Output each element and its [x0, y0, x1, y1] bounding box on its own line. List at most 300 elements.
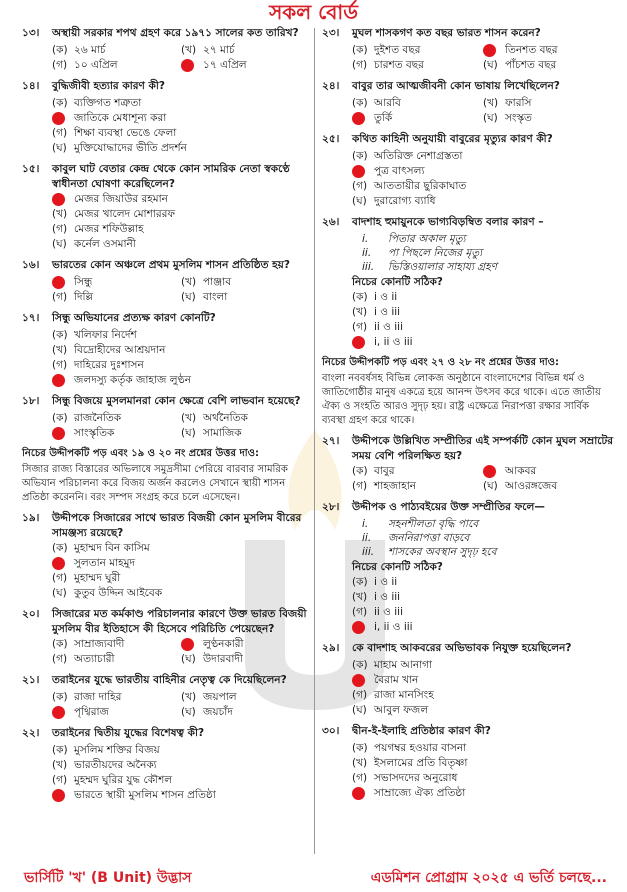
option-item[interactable]	[52, 773, 310, 788]
statement-text: জননিরাপত্তা বাড়বে	[388, 532, 470, 544]
option-key: (গ)	[352, 606, 368, 618]
option-item[interactable]	[52, 328, 310, 343]
option-item[interactable]	[483, 43, 614, 58]
question-number: ২৮।	[322, 501, 340, 513]
answer-mark-icon	[52, 374, 65, 387]
option-item[interactable]	[52, 556, 310, 571]
option-key: (ঘ)	[483, 59, 498, 71]
option-key: (ঘ)	[352, 195, 367, 207]
option-label: কর্নেল ওসমানী	[74, 238, 136, 250]
answer-mark-icon	[352, 112, 365, 125]
option-label: জয়চাঁদ	[203, 706, 233, 718]
question	[22, 673, 310, 720]
option-item[interactable]	[52, 411, 181, 426]
option-item[interactable]	[52, 192, 310, 207]
option-item[interactable]	[181, 652, 310, 667]
option-key: (গ)	[352, 772, 368, 784]
option-label: ফারসি	[505, 97, 532, 109]
question-stem	[22, 258, 310, 275]
question	[322, 26, 614, 73]
footer-brand: ভার্সিটি 'খ' (B Unit) উদ্ভাস	[24, 870, 192, 886]
option-item[interactable]	[52, 705, 181, 720]
question	[322, 132, 614, 209]
option-label: ২৭ মার্চ	[203, 44, 235, 56]
option-label: ১৭ এপ্রিল	[203, 59, 247, 71]
option-label: তিনশত বছর	[505, 44, 558, 56]
option-key: (গ)	[52, 223, 68, 235]
left-column	[22, 26, 310, 809]
option-key: (গ)	[52, 291, 68, 303]
option-key: (খ)	[52, 344, 68, 356]
option-label: শিক্ষা ব্যবস্থা ভেঙে ফেলা	[74, 127, 177, 139]
option-key: (খ)	[181, 44, 197, 56]
option-item[interactable]	[52, 571, 310, 586]
option-label: ভারতীয়দের অনৈক্য	[74, 759, 157, 771]
option-item[interactable]	[181, 58, 310, 73]
question-text: উদ্দীপকে উল্লিখিত সম্প্রীতির এই সম্পর্কটি কোন মুঘল সম্রাটের সময় বেশি পরিলক্ষিত হয়?	[352, 435, 614, 462]
question	[22, 311, 310, 388]
answer-mark-icon	[352, 787, 365, 800]
option-item[interactable]	[52, 637, 181, 652]
option-key: (গ)	[52, 127, 68, 139]
answer-mark-icon	[483, 44, 496, 57]
question-number: ২৩।	[322, 27, 340, 39]
question	[322, 215, 614, 350]
option-list	[22, 637, 310, 667]
question-text: বাদশাহ হুমায়ুনকে ভাগ্যবিড়ম্বিত বলার কারণ –	[352, 216, 544, 228]
question	[22, 607, 310, 667]
question	[22, 162, 310, 252]
option-list	[322, 464, 614, 494]
option-label: বৈরাম খান	[374, 674, 419, 686]
question-stem	[322, 724, 614, 741]
option-list	[22, 96, 310, 156]
option-key: (ক)	[52, 97, 68, 109]
option-item[interactable]	[52, 343, 310, 358]
option-label: লুণ্ঠনকারী	[203, 638, 244, 650]
option-item[interactable]	[52, 586, 310, 601]
option-key: (ঘ)	[181, 653, 196, 665]
option-item[interactable]	[352, 605, 614, 620]
answer-mark-icon	[352, 165, 365, 178]
option-item[interactable]	[352, 194, 614, 209]
option-item[interactable]	[52, 207, 310, 222]
stimulus-passage	[322, 356, 614, 428]
statement-text: সহনশীলতা বৃদ্ধি পাবে	[388, 518, 479, 530]
option-item[interactable]	[181, 290, 310, 305]
option-item[interactable]	[52, 373, 310, 388]
option-key: (গ)	[52, 774, 68, 786]
question-stem	[22, 726, 310, 743]
option-label: দুরারোগ্য ব্যাধি	[374, 195, 436, 207]
option-item[interactable]	[352, 305, 614, 320]
option-item[interactable]	[52, 426, 181, 441]
question	[22, 726, 310, 803]
option-label: অত্যাচারী	[74, 653, 115, 665]
page-title: সকল বোর্ড	[269, 0, 358, 24]
option-list	[322, 96, 614, 126]
option-item[interactable]	[352, 786, 614, 801]
option-item[interactable]	[352, 111, 483, 126]
option-item[interactable]	[52, 237, 310, 252]
option-item[interactable]	[52, 111, 310, 126]
option-item[interactable]	[483, 464, 614, 479]
option-label: পয়গম্বর হওয়ার বাসনা	[374, 742, 467, 754]
question-stem	[22, 394, 310, 411]
option-key: (গ)	[52, 653, 68, 665]
question-number: ১৯।	[22, 512, 40, 524]
option-item[interactable]	[483, 111, 614, 126]
option-list	[22, 328, 310, 388]
question-stem	[322, 26, 614, 43]
option-key: (ক)	[52, 638, 68, 650]
option-item[interactable]	[352, 164, 614, 179]
passage-body: বাংলা নববর্ষসহ বিভিন্ন লোকজ অনুষ্ঠানে বাংলাদেশের বিভিন্ন ধর্ম ও জাতিগোষ্ঠীর মানুষ একত্রে হয়ে আনন্দ উৎসব করে থাকে। এতে জাতীয় ঐক্য ও সংহতি আরও সুদৃঢ় হয়। রাষ্ট্র এক্ষেত্রে নিরাপত্তা রক্ষার সার্বিক ব্যবস্থা গ্রহণ করে থাকে।	[322, 373, 601, 426]
option-label: মুহাম্মদ ঘুরী	[74, 572, 121, 584]
option-key: (খ)	[52, 759, 68, 771]
option-item[interactable]	[352, 741, 614, 756]
option-label: i, ii ও iii	[374, 621, 413, 633]
option-label: পৃথ্বিরাজ	[74, 706, 109, 718]
option-label: দিল্লি	[74, 291, 93, 303]
option-key: (গ)	[352, 321, 368, 333]
question-text: উদ্দীপকে সিজারের সাথে ভারত বিজয়ী কোন মুসলিম বীরের সামঞ্জস্য রয়েছে?	[52, 512, 302, 539]
statement-number: iii.	[362, 546, 375, 558]
statement-number: i.	[362, 233, 369, 245]
question-text: কাবুল ঘাট বেতার কেন্দ্র থেকে কোন সামরিক নেতা স্বকণ্ঠে স্বাধীনতা ঘোষণা করেছিলেন?	[52, 163, 290, 190]
question-text: কে বাদশাহ আকবরের অভিভাবক নিযুক্ত হয়েছিলেন?	[352, 642, 572, 654]
question-number: ১৩।	[22, 27, 40, 39]
option-label: তুর্কি	[374, 112, 393, 124]
option-item[interactable]	[352, 320, 614, 335]
question-stem	[322, 434, 614, 464]
answer-mark-icon	[52, 193, 65, 206]
stimulus-passage	[22, 447, 310, 505]
option-key: (ক)	[352, 659, 368, 671]
option-label: অর্থনৈতিক	[203, 412, 248, 424]
question-stem	[322, 79, 614, 96]
option-item[interactable]	[52, 743, 310, 758]
option-key: (খ)	[181, 412, 197, 424]
question-number: ১৮।	[22, 395, 40, 407]
option-label: জলদস্যু কর্তৃক জাহাজ লুণ্ঠন	[74, 374, 192, 386]
question-number: ২২।	[22, 727, 40, 739]
option-item[interactable]	[52, 43, 181, 58]
option-label: সুলতান মাহমুদ	[74, 557, 136, 569]
option-key: (গ)	[352, 59, 368, 71]
statement-text: শাসকের অবস্থান সুদৃঢ় হবে	[388, 546, 497, 558]
option-label: ইসলামের প্রতি বিতৃষ্ণা	[374, 757, 468, 769]
question-text: সিন্ধু অভিযানের প্রত্যক্ষ কারণ কোনটি?	[52, 312, 216, 324]
option-label: ২৬ মার্চ	[74, 44, 106, 56]
option-item[interactable]	[352, 335, 614, 350]
option-item[interactable]	[352, 673, 614, 688]
option-label: ১০ এপ্রিল	[74, 59, 118, 71]
question-number: ১৪।	[22, 80, 40, 92]
answer-mark-icon	[483, 465, 496, 478]
option-item[interactable]	[352, 479, 483, 494]
statement-item	[362, 517, 614, 531]
passage-body: সিজার রাজ্য বিস্তারের অভিলাষে সমুদ্রসীমা পেরিয়ে বারবার সামরিক অভিযান পরিচালনা করে বিজয় অর্জন করলেও সেখানে স্থায়ী শাসন প্রতিষ্ঠা করেননি। বরং সম্পদ সংগ্রহ করে চলে এসেছেন।	[22, 464, 288, 503]
question-number: ১৫।	[22, 163, 40, 175]
option-item[interactable]	[52, 690, 181, 705]
question-text: তরাইনের যুদ্ধে ভারতীয় বাহিনীর নেতৃত্ব কে দিয়েছিলেন?	[52, 674, 287, 686]
option-key: (ঘ)	[181, 427, 196, 439]
option-label: পাঁচশত বছর	[505, 59, 557, 71]
question	[22, 394, 310, 441]
option-item[interactable]	[483, 58, 614, 73]
option-item[interactable]	[181, 426, 310, 441]
option-key: (খ)	[483, 97, 499, 109]
question-stem	[22, 607, 310, 637]
question-stem	[22, 26, 310, 43]
question-stem	[22, 79, 310, 96]
question-stem	[322, 500, 614, 517]
option-item[interactable]	[181, 690, 310, 705]
option-key: (খ)	[52, 208, 68, 220]
option-label: অতিরিক্ত নেশাগ্রস্ততা	[374, 150, 463, 162]
option-label: i, ii ও iii	[374, 336, 413, 348]
option-item[interactable]	[52, 652, 181, 667]
option-label: সাংস্কৃতিক	[74, 427, 115, 439]
option-key: (ঘ)	[52, 587, 67, 599]
option-label: মুক্তিযোদ্ধাদের ভীতি প্রদর্শন	[74, 142, 187, 154]
option-item[interactable]	[181, 275, 310, 290]
question-number: ১৬।	[22, 259, 40, 271]
option-item[interactable]	[352, 290, 614, 305]
question-text: বুদ্ধিজীবী হত্যার কারণ কী?	[52, 80, 165, 92]
option-key: (ক)	[52, 412, 68, 424]
question	[22, 79, 310, 156]
sub-question: নিচের কোনটি সঠিক?	[352, 561, 443, 573]
question-text: অস্থায়ী সরকার শপথ গ্রহণ করে ১৯৭১ সালের কত তারিখ?	[52, 27, 299, 39]
option-item[interactable]	[52, 758, 310, 773]
option-label: মেজর শফিউল্লাহ	[74, 223, 144, 235]
option-label: বিদ্রোহীদের আশ্রয়দান	[74, 344, 166, 356]
option-item[interactable]	[52, 96, 310, 111]
option-label: বাংলা	[203, 291, 228, 303]
option-item[interactable]	[52, 58, 181, 73]
option-item[interactable]	[52, 275, 181, 290]
option-item[interactable]	[181, 43, 310, 58]
option-key: (গ)	[52, 359, 68, 371]
question-number: ২৪।	[322, 80, 340, 92]
question-stem	[322, 641, 614, 658]
question-stem	[22, 311, 310, 328]
footer-promo: এডমিশন প্রোগ্রাম ২০২৫ এ ভর্তি চলছে...	[370, 870, 607, 886]
option-key: (গ)	[52, 59, 68, 71]
option-label: রাজা মানসিংহ	[374, 689, 434, 701]
option-item[interactable]	[352, 58, 483, 73]
question-text: ভারতের কোন অঞ্চলে প্রথম মুসলিম শাসন প্রতিষ্ঠিত হয়?	[52, 259, 290, 271]
option-label: সাম্রাজ্যবাদী	[74, 638, 125, 650]
option-item[interactable]	[52, 290, 181, 305]
option-item[interactable]	[181, 705, 310, 720]
option-item[interactable]	[352, 179, 614, 194]
option-label: ব্যক্তিগত শত্রুতা	[74, 97, 142, 109]
question	[322, 79, 614, 126]
page-footer	[0, 862, 627, 890]
option-label: আততায়ীর ছুরিকাঘাত	[374, 180, 467, 192]
option-item[interactable]	[352, 149, 614, 164]
question	[322, 434, 614, 494]
question-text: দ্বীন-ই-ইলাহি প্রতিষ্ঠার কারণ কী?	[352, 725, 491, 737]
option-item[interactable]	[52, 141, 310, 156]
statement-number: i.	[362, 518, 369, 530]
option-label: পাঞ্জাব	[203, 276, 232, 288]
option-item[interactable]	[352, 96, 483, 111]
question-number: ২০।	[22, 608, 40, 620]
option-key: (ঘ)	[52, 142, 67, 154]
option-item[interactable]	[352, 590, 614, 605]
answer-mark-icon	[352, 621, 365, 634]
option-item[interactable]	[352, 703, 614, 718]
option-list	[22, 275, 310, 305]
option-item[interactable]	[52, 788, 310, 803]
option-item[interactable]	[181, 411, 310, 426]
option-label: জাতিকে মেধাশূন্য করা	[74, 112, 167, 124]
answer-mark-icon	[52, 557, 65, 570]
statement-text: ভিস্তিওয়ালার সাহায্য গ্রহণ	[388, 261, 498, 273]
option-item[interactable]	[483, 96, 614, 111]
answer-mark-icon	[352, 336, 365, 349]
option-item[interactable]	[352, 43, 483, 58]
option-label: i ও ii	[374, 291, 398, 303]
option-list	[322, 43, 614, 73]
question-number: ৩০।	[322, 725, 340, 737]
option-label: কুতুব উদ্দিন আইবেক	[74, 587, 163, 599]
option-label: সিন্ধু	[74, 276, 93, 288]
option-label: আকবর	[505, 465, 537, 477]
option-list	[22, 411, 310, 441]
option-key: (ক)	[52, 44, 68, 56]
question-stem	[22, 673, 310, 690]
option-key: (ক)	[352, 576, 368, 588]
question-number: ২৫।	[322, 133, 340, 145]
question	[322, 500, 614, 635]
option-item[interactable]	[52, 541, 310, 556]
option-item[interactable]	[352, 756, 614, 771]
option-list	[22, 192, 310, 252]
option-item[interactable]	[352, 658, 614, 673]
statement-item	[362, 545, 614, 559]
option-key: (খ)	[352, 591, 368, 603]
option-key: (ঘ)	[52, 238, 67, 250]
option-key: (ক)	[352, 150, 368, 162]
option-item[interactable]	[352, 620, 614, 635]
option-key: (ঘ)	[181, 706, 196, 718]
option-list	[322, 149, 614, 209]
option-label: মুসলিম শক্তির বিজয়	[74, 744, 160, 756]
answer-mark-icon	[52, 112, 65, 125]
question-number: ২৯।	[322, 642, 340, 654]
option-list	[22, 541, 310, 601]
option-key: (ক)	[352, 465, 368, 477]
option-key: (ক)	[52, 691, 68, 703]
option-label: উদারবাদী	[203, 653, 243, 665]
option-key: (ক)	[52, 542, 68, 554]
option-item[interactable]	[352, 688, 614, 703]
option-key: (খ)	[352, 306, 368, 318]
question-number: ২৬।	[322, 216, 340, 228]
option-label: আওরঙ্গজেব	[505, 480, 558, 492]
statement-list	[322, 517, 614, 559]
option-key: (ক)	[352, 97, 368, 109]
option-label: রাজা দাহির	[74, 691, 122, 703]
option-label: জয়পাল	[203, 691, 237, 703]
sub-question: নিচের কোনটি সঠিক?	[352, 276, 443, 288]
statement-text: পিতার অকাল মৃত্যু	[388, 233, 466, 245]
option-key: (গ)	[352, 480, 368, 492]
option-key: (খ)	[181, 276, 197, 288]
statement-item	[362, 260, 614, 274]
option-item[interactable]	[52, 222, 310, 237]
option-key: (ঘ)	[352, 704, 367, 716]
statement-number: ii.	[362, 532, 372, 544]
option-key: (খ)	[181, 691, 197, 703]
option-item[interactable]	[181, 637, 310, 652]
option-key: (খ)	[352, 757, 368, 769]
option-key: (ক)	[352, 742, 368, 754]
question-stem	[322, 132, 614, 149]
option-label: মেজর জিয়াউর রহমান	[74, 193, 168, 205]
option-label: সামাজিক	[203, 427, 242, 439]
option-key: (গ)	[352, 689, 368, 701]
question	[322, 724, 614, 801]
option-label: শাহজাহান	[374, 480, 417, 492]
option-item[interactable]	[52, 126, 310, 141]
question-text: কথিত কাহিনী অনুযায়ী বাবুরের মৃত্যুর কারণ কী?	[352, 133, 553, 145]
option-item[interactable]	[352, 464, 483, 479]
question-stem	[22, 162, 310, 192]
question-stem	[322, 215, 614, 232]
option-item[interactable]	[352, 575, 614, 590]
answer-mark-icon	[181, 638, 194, 651]
option-label: রাজনৈতিক	[74, 412, 122, 424]
option-key: (গ)	[352, 180, 368, 192]
option-item[interactable]	[483, 479, 614, 494]
answer-mark-icon	[352, 674, 365, 687]
option-item[interactable]	[52, 358, 310, 373]
right-column	[322, 26, 614, 807]
option-label: মাহাম আনাগা	[374, 659, 433, 671]
question-text: বাবুর তার আত্মজীবনী কোন ভাষায় লিখেছিলেন?	[352, 80, 560, 92]
option-key: (ঘ)	[483, 112, 498, 124]
answer-mark-icon	[52, 427, 65, 440]
option-label: সংস্কৃত	[505, 112, 532, 124]
question-text: উদ্দীপক ও পাঠ্যবইয়ের উক্ত সম্প্রীতির ফলে—	[352, 501, 545, 513]
option-label: i ও iii	[374, 306, 401, 318]
question	[22, 258, 310, 305]
question	[22, 26, 310, 73]
question-number: ১৭।	[22, 312, 40, 324]
column-divider	[314, 28, 315, 854]
option-label: মেজর খালেদ মোশাররফ	[74, 208, 176, 220]
question-number: ২৭।	[322, 435, 340, 447]
question-text: সিজারের মত কর্মকাণ্ড পরিচালনার কারণে উক্ত ভারত বিজয়ী মুসলিম বীর ইতিহাসে কী হিসেবে পরিচিতি পেয়েছেন?	[52, 608, 307, 635]
statement-number: ii.	[362, 247, 372, 259]
answer-mark-icon	[52, 706, 65, 719]
option-label: ii ও iii	[374, 321, 403, 333]
option-list	[22, 43, 310, 73]
option-label: সভাসদদের অনুরোধ	[374, 772, 458, 784]
option-label: মুহাম্মদ বিন কাসিম	[74, 542, 150, 554]
option-key: (ক)	[52, 329, 68, 341]
option-item[interactable]	[352, 771, 614, 786]
answer-mark-icon	[181, 59, 194, 72]
option-label: পুত্র বাৎসল্য	[374, 165, 425, 177]
option-key: (ঘ)	[181, 291, 196, 303]
